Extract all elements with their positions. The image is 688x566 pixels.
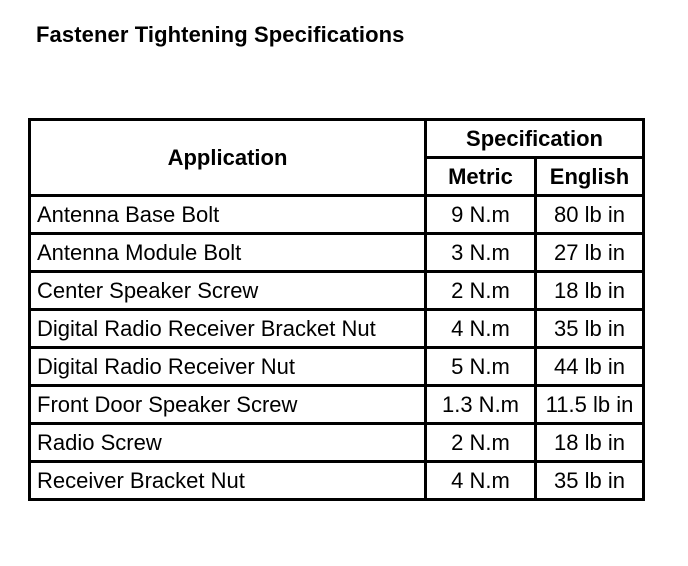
table-row bbox=[30, 310, 644, 348]
cell-application: Front Door Speaker Screw bbox=[30, 386, 426, 424]
cell-application: Digital Radio Receiver Bracket Nut bbox=[30, 310, 426, 348]
cell-metric: 5 N.m bbox=[426, 348, 536, 386]
table-row bbox=[30, 424, 644, 462]
header-english: English bbox=[536, 158, 644, 196]
table-row bbox=[30, 462, 644, 500]
cell-metric: 4 N.m bbox=[426, 310, 536, 348]
cell-application: Center Speaker Screw bbox=[30, 272, 426, 310]
page-title: Fastener Tightening Specifications bbox=[36, 22, 405, 47]
table-row bbox=[30, 348, 644, 386]
cell-application: Antenna Module Bolt bbox=[30, 234, 426, 272]
cell-english: 11.5 lb in bbox=[536, 386, 644, 424]
header-specification: Specification bbox=[426, 120, 644, 158]
cell-application: Radio Screw bbox=[30, 424, 426, 462]
table-row bbox=[30, 234, 644, 272]
cell-application: Receiver Bracket Nut bbox=[30, 462, 426, 500]
cell-metric: 2 N.m bbox=[426, 424, 536, 462]
cell-english: 35 lb in bbox=[536, 462, 644, 500]
cell-metric: 9 N.m bbox=[426, 196, 536, 234]
cell-metric: 4 N.m bbox=[426, 462, 536, 500]
cell-application: Digital Radio Receiver Nut bbox=[30, 348, 426, 386]
table-row bbox=[30, 272, 644, 310]
cell-application: Antenna Base Bolt bbox=[30, 196, 426, 234]
cell-english: 44 lb in bbox=[536, 348, 644, 386]
table-row bbox=[30, 196, 644, 234]
cell-english: 18 lb in bbox=[536, 272, 644, 310]
cell-english: 27 lb in bbox=[536, 234, 644, 272]
table-row bbox=[30, 386, 644, 424]
cell-metric: 2 N.m bbox=[426, 272, 536, 310]
header-application: Application bbox=[30, 120, 426, 196]
cell-english: 80 lb in bbox=[536, 196, 644, 234]
cell-english: 35 lb in bbox=[536, 310, 644, 348]
cell-metric: 3 N.m bbox=[426, 234, 536, 272]
fastener-spec-table bbox=[28, 118, 645, 501]
header-metric: Metric bbox=[426, 158, 536, 196]
cell-metric: 1.3 N.m bbox=[426, 386, 536, 424]
cell-english: 18 lb in bbox=[536, 424, 644, 462]
